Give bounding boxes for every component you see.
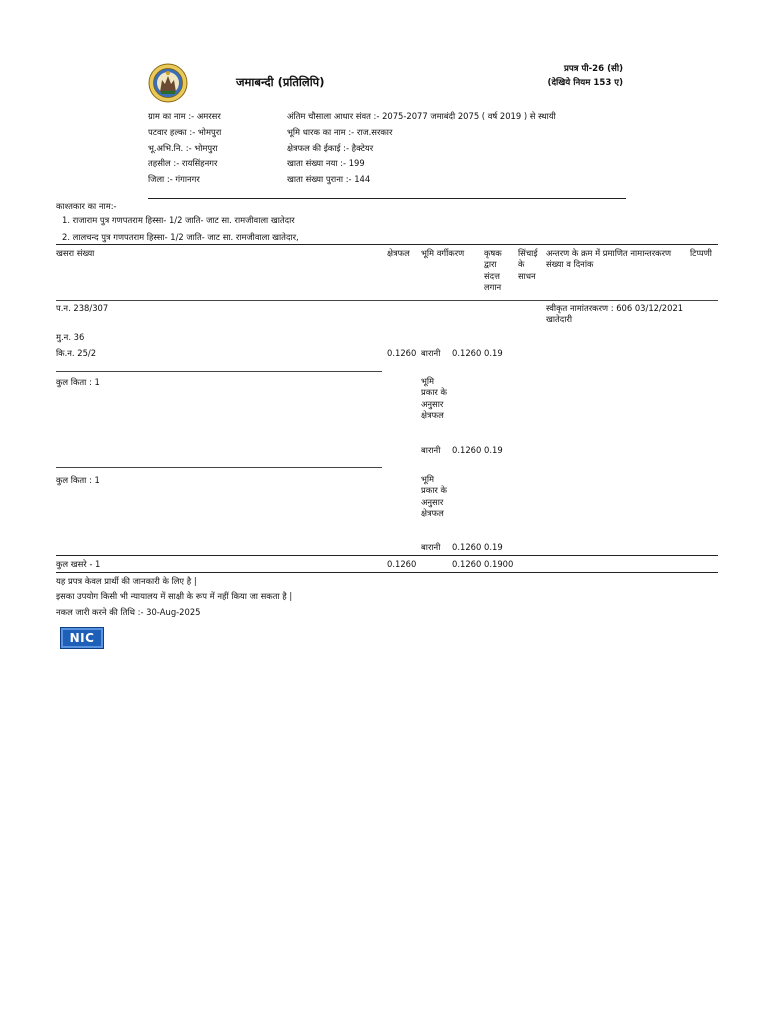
subtotal-note: भूमि प्रकार के अनुसार क्षेत्रफल [421, 376, 447, 420]
header-area: क्षेत्रफल [387, 248, 410, 258]
subtotal-land-type: बारानी [421, 445, 441, 455]
area-unit: क्षेत्रफल की ईकाई :- हैक्टेयर [287, 143, 374, 153]
row-class-area: 0.1260 [452, 348, 482, 358]
mutation-note: स्वीकृत नामांतरकरण : 606 03/12/2021 खातेदारी [546, 303, 684, 325]
subtotal-note: भूमि प्रकार के अनुसार क्षेत्रफल [421, 474, 447, 518]
rule-reference: (देखिये नियम 153 ए) [547, 78, 623, 88]
subtotal-label: कुल किता : 1 [56, 475, 100, 485]
footer-legal-note: इसका उपयोग किसी भी न्यायालय में साक्षी के रूप में नहीं किया जा सकता है | [56, 591, 293, 601]
patwar-halka: पटवार हल्का :- भोमपुरा [148, 127, 222, 137]
land-record-inspector: भू.अभि.नि. :- भोमपुरा [148, 143, 218, 153]
footer-disclaimer: यह प्रपत्र केवल प्रार्थी की जानकारी के लिए है | [56, 576, 197, 586]
grand-total-top-border [56, 555, 718, 556]
subtotal-label: कुल किता : 1 [56, 377, 100, 387]
row-rent: 0.19 [484, 348, 503, 358]
khata-number-new: खाता संख्या नया :- 199 [287, 158, 365, 168]
issue-date: नकल जारी करने की तिथि :- 30-Aug-2025 [56, 607, 201, 617]
rajasthan-emblem-logo [148, 62, 188, 104]
subtotal-divider [56, 371, 382, 372]
table-bottom-border [56, 572, 718, 573]
subtotal-divider [56, 467, 382, 468]
kila-number: कि.न. 25/2 [56, 348, 97, 358]
grand-total-rent: 0.1900 [484, 559, 514, 569]
header-land-class: भूमि वर्गीकरण [421, 248, 465, 258]
header-divider [148, 198, 626, 199]
form-number: प्रपत्र पी-26 (सी) [563, 64, 623, 74]
table-header-border [56, 300, 718, 301]
pn-number: प.न. 238/307 [56, 303, 109, 313]
header-khasra: खसरा संख्या [56, 248, 95, 258]
table-top-border [56, 244, 718, 245]
district: जिला :- गंगानगर [148, 174, 200, 184]
cultivator-item: 1. राजाराम पुत्र गणपतराम हिस्सा- 1/2 जाति- जाट सा. रामजीवाला खातेदार [62, 215, 295, 225]
cultivator-heading: काश्तकार का नाम:- [56, 201, 117, 211]
subtotal-area: 0.1260 [452, 445, 482, 455]
tehsil: तहसील :- रायसिंहनगर [148, 158, 218, 168]
subtotal-rent: 0.19 [484, 445, 503, 455]
header-remarks: टिप्पणी [690, 248, 712, 258]
document-title: जमाबन्दी (प्रतिलिपि) [236, 75, 325, 89]
grand-total-class-area: 0.1260 [452, 559, 482, 569]
subtotal-area: 0.1260 [452, 542, 482, 552]
grand-total-area: 0.1260 [387, 559, 417, 569]
grand-total-label: कुल खसरे - 1 [56, 559, 101, 569]
nic-logo: NIC [60, 627, 104, 649]
header-rent: कृषक द्वारा संदत्त लगान [484, 248, 502, 292]
base-samvat: अंतिम चौसाला आधार संवत :- 2075-2077 जमाबंदी 2075 ( वर्ष 2019 ) से स्थायी [287, 111, 556, 121]
khata-number-old: खाता संख्या पुराना :- 144 [287, 174, 371, 184]
row-land-type: बारानी [421, 348, 441, 358]
subtotal-land-type: बारानी [421, 542, 441, 552]
header-mutation: अन्तरण के क्रम में प्रमाणित नामान्तरकरण संख्या व दिनांक [546, 248, 672, 270]
row-area: 0.1260 [387, 348, 417, 358]
subtotal-rent: 0.19 [484, 542, 503, 552]
header-irrigation: सिंचाई के साधन [518, 248, 538, 281]
mun-number: मु.न. 36 [56, 332, 85, 342]
cultivator-item: 2. लालचन्द पुत्र गणपतराम हिस्सा- 1/2 जाति- जाट सा. रामजीवाला खातेदार, [62, 232, 299, 242]
village-name: ग्राम का नाम :- अमरसर [148, 111, 221, 121]
land-holder-name: भूमि धारक का नाम :- राज.सरकार [287, 127, 393, 137]
